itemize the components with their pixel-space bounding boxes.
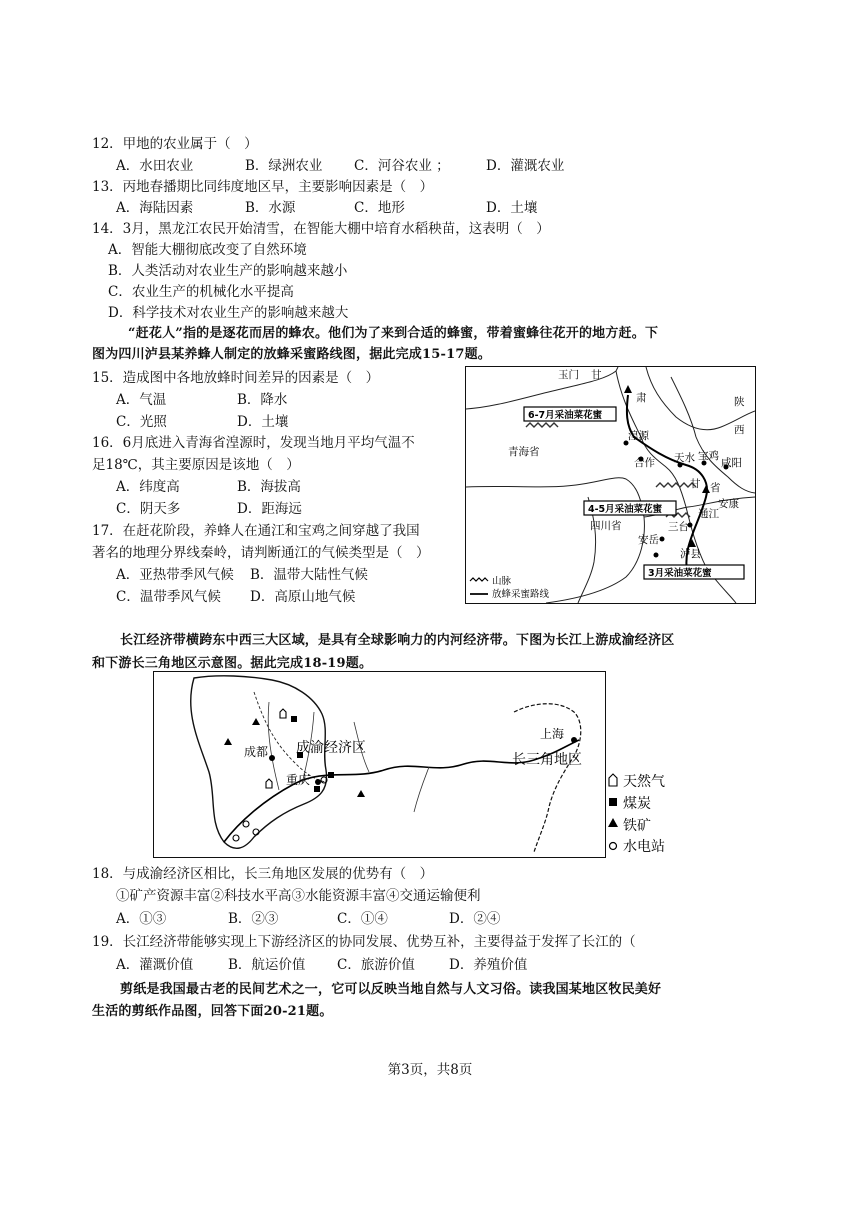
label-gan1: 甘 — [591, 369, 602, 381]
q15-option-d: D．土壤 — [237, 414, 289, 430]
tributary-minjiang — [268, 702, 279, 790]
q17-stem-line2: 著名的地理分界线秦岭，请判断通江的气候类型是（ ） — [92, 545, 430, 561]
gas-symbol-2 — [266, 779, 272, 788]
gas-and-hydro-symbols — [233, 709, 327, 841]
q17-option-a: A．亚热带季风气候 — [116, 567, 234, 583]
q16-stem-line2: 足18℃，其主要原因是该地（ ） — [92, 457, 300, 473]
q14-option-a: A．智能大棚彻底改变了自然环境 — [108, 242, 307, 258]
intro-bee-line2: 图为四川泸县某养蜂人制定的放蜂采蜜路线图，据此完成15-17题。 — [92, 347, 491, 362]
route-arrow-north — [624, 385, 632, 393]
q16-option-b: B．海拔高 — [237, 479, 301, 495]
legend-hydro-symbol — [610, 843, 617, 850]
q18-option-c: C．①④ — [337, 911, 388, 927]
q14-option-b: B．人类活动对农业生产的影响越来越小 — [108, 263, 348, 279]
map1-legend — [470, 575, 550, 600]
legend-hydro-label: 水电站 — [623, 839, 665, 855]
label-yumen: 玉门 — [558, 369, 579, 381]
q15-option-c: C．光照 — [116, 414, 167, 430]
iron-symbol-3 — [357, 790, 365, 797]
yangtze-map — [153, 671, 606, 858]
label-santai: 三台 — [668, 521, 689, 533]
q17-option-d: D．高原山地气候 — [250, 589, 356, 605]
label-ankang: 安康 — [718, 498, 739, 510]
q12-option-b: B．绿洲农业 — [245, 158, 323, 174]
legend-gas-label: 天然气 — [623, 774, 665, 790]
q16-option-d: D．距海远 — [237, 501, 302, 517]
q18-option-a: A．①③ — [116, 911, 167, 927]
label-qinghai: 青海省 — [508, 446, 540, 458]
label-box2: 4-5月采油菜花蜜 — [588, 504, 663, 515]
map1-labels — [508, 368, 745, 579]
label-chengdu: 成都 — [244, 745, 269, 759]
q15-stem: 15．造成图中各地放蜂时间差异的因素是（ ） — [92, 370, 380, 386]
city-shanghai-dot — [571, 737, 577, 743]
label-su: 肃 — [636, 392, 647, 404]
q12-stem: 12．甲地的农业属于（ ） — [92, 136, 258, 152]
q13-option-c: C．地形 — [354, 200, 405, 216]
q14-option-c: C．农业生产的机械化水平提高 — [108, 284, 294, 300]
legend-gas-symbol — [609, 774, 617, 786]
label-hezuo: 合作 — [634, 457, 655, 469]
label-sheng: 省 — [710, 482, 721, 494]
label-huangyuan: 湟源 — [628, 430, 649, 442]
q12-option-c: C．河谷农业 ； — [354, 158, 450, 174]
mountain-range-1 — [526, 423, 558, 427]
q18-statements: ①矿产资源丰富②科技水平高③水能资源丰富④交通运输便利 — [116, 888, 481, 904]
label-shaan: 陕 — [734, 396, 745, 408]
label-xianyang: 咸阳 — [721, 457, 742, 469]
label-shanghai: 上海 — [540, 727, 565, 741]
page-number: 第3页，共8页 — [387, 1062, 473, 1078]
city-chongqing-dot — [315, 779, 321, 785]
q12-option-a: A．水田农业 — [116, 158, 194, 174]
label-xi: 西 — [734, 424, 745, 436]
label-gan2: 甘 — [690, 478, 701, 490]
legend-mountain-symbol — [470, 578, 488, 581]
label-changsanjiao: 长三角地区 — [512, 752, 582, 768]
label-box1: 6-7月采油菜花蜜 — [528, 410, 603, 421]
label-tongjiang: 通江 — [698, 508, 719, 520]
iron-symbol-1 — [252, 718, 260, 725]
q17-option-c: C．温带季风气候 — [116, 589, 221, 605]
intro-bee-line1: “赶花人”指的是逐花而居的蜂农。他们为了来到合适的蜂蜜，带着蜜蜂往花开的地方赶。下 — [128, 326, 659, 341]
city-chengdu-dot — [269, 755, 275, 761]
map2-labels — [244, 726, 582, 787]
chengyu-inner-boundary — [254, 692, 326, 782]
q14-option-d: D．科学技术对农业生产的影响越来越大 — [108, 305, 349, 321]
q17-stem-line1: 17．在赶花阶段，养蜂人在通江和宝鸡之间穿越了我国 — [92, 523, 420, 539]
q16-option-a: A．纬度高 — [116, 479, 180, 495]
legend-coal-label: 煤炭 — [623, 796, 651, 812]
gas-symbol-1 — [280, 709, 286, 718]
coal-symbol-3 — [314, 786, 320, 792]
yangtze-map-legend — [605, 770, 695, 860]
label-anyue: 安岳 — [638, 534, 659, 546]
bee-route-map — [465, 366, 756, 604]
q19-option-a: A．灌溉价值 — [116, 957, 194, 973]
q15-option-b: B．降水 — [237, 392, 288, 408]
label-baoji: 宝鸡 — [698, 450, 719, 462]
legend-iron-label: 铁矿 — [623, 818, 651, 834]
yangtze-map-svg — [154, 672, 605, 857]
q18-option-b: B．②③ — [228, 911, 279, 927]
q13-option-a: A．海陆因素 — [116, 200, 194, 216]
q19-option-c: C．旅游价值 — [337, 957, 415, 973]
q13-stem: 13．丙地春播期比同纬度地区早，主要影响因素是（ ） — [92, 179, 434, 195]
yangtze-map-legend-svg — [605, 770, 695, 860]
delta-region-outline — [514, 704, 581, 852]
q16-stem-line1: 16．6月底进入青海省湟源时，发现当地月平均气温不 — [92, 435, 415, 451]
q16-option-c: C．阴天多 — [116, 501, 181, 517]
hydro-symbol-2 — [243, 821, 249, 827]
city-santai-dot — [660, 537, 665, 542]
label-luxian: 泸县 — [680, 548, 701, 560]
label-box3: 3月采油菜花蜜 — [648, 568, 712, 579]
q19-stem: 19．长江经济带能够实现上下游经济区的协同发展、优势互补，主要得益于发挥了长江的（ — [92, 934, 636, 950]
q19-option-b: B．航运价值 — [228, 957, 306, 973]
intro-papercut-line2: 生活的剪纸作品图，回答下面20-21题。 — [92, 1004, 333, 1019]
coal-symbol-4 — [328, 772, 334, 778]
coal-symbol-1 — [291, 716, 297, 722]
route-arrow-baoji — [702, 485, 710, 493]
label-sichuan: 四川省 — [590, 520, 622, 532]
hydro-symbol-4 — [233, 835, 239, 841]
intro-yangtze-line1: 长江经济带横跨东中西三大区域，是具有全球影响力的内河经济带。下图为长江上游成渝经济区 — [120, 633, 675, 648]
q18-option-d: D．②④ — [449, 911, 501, 927]
city-anyue-dot — [654, 553, 659, 558]
tributary-xiang — [414, 767, 429, 812]
q12-option-d: D．灌溉农业 — [486, 158, 565, 174]
q19-option-d: D．养殖价值 — [449, 957, 528, 973]
chengyu-region-outline — [191, 676, 327, 849]
legend-route-label: 放蜂采蜜路线 — [492, 589, 550, 600]
iron-symbol-2 — [224, 738, 232, 745]
q13-option-d: D．土壤 — [486, 200, 538, 216]
q15-option-a: A．气温 — [116, 392, 167, 408]
q17-option-b: B．温带大陆性气候 — [250, 567, 368, 583]
intro-papercut-line1: 剪纸是我国最古老的民间艺术之一，它可以反映当地自然与人文习俗。读我国某地区牧民美好 — [120, 982, 662, 997]
legend-mountain-label: 山脉 — [492, 576, 512, 587]
intro-yangtze-line2: 和下游长三角地区示意图。据此完成18-19题。 — [92, 656, 373, 671]
legend-iron-symbol — [608, 818, 618, 827]
q14-stem: 14．3月，黑龙江农民开始清雪，在智能大棚中培育水稻秧苗，这表明（ ） — [92, 221, 550, 237]
label-tianshui: 天水 — [674, 452, 695, 464]
bee-route-map-svg — [466, 367, 755, 603]
label-chongqing: 重庆 — [286, 773, 311, 787]
legend-coal-symbol — [609, 798, 617, 806]
q13-option-b: B．水源 — [245, 200, 296, 216]
q18-stem: 18．与成渝经济区相比，长三角地区发展的优势有（ ） — [92, 866, 434, 882]
label-chengyu: 成渝经济区 — [296, 740, 366, 756]
